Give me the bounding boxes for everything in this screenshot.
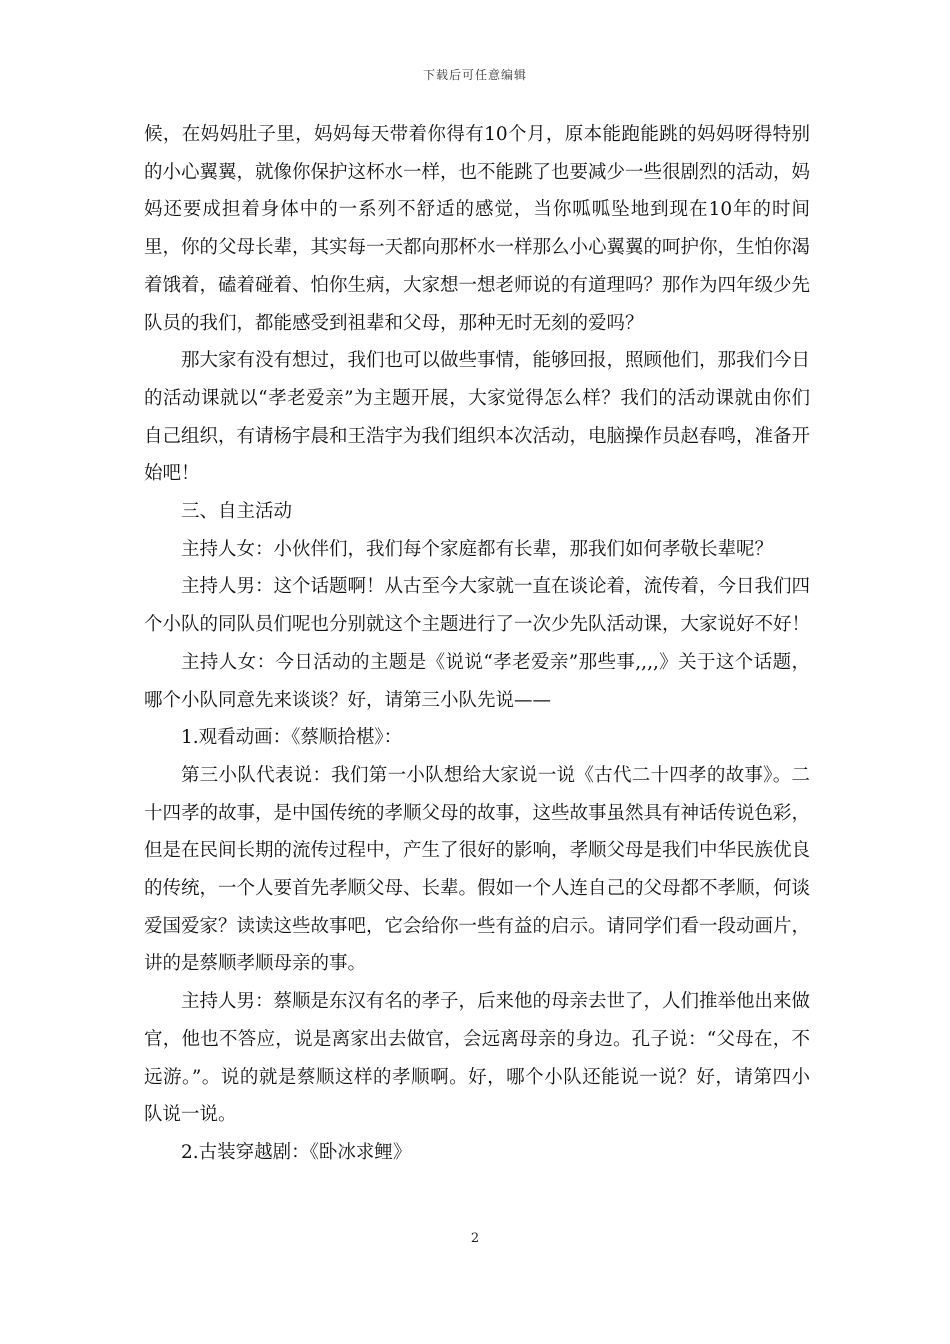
document-body bbox=[144, 116, 810, 1172]
paragraph: 主持人女：小伙伴们，我们每个家庭都有长辈，那我们如何孝敬长辈呢？ bbox=[181, 538, 774, 560]
section-heading: 三、自主活动 bbox=[181, 501, 293, 523]
page-number: 2 bbox=[470, 1231, 480, 1246]
paragraph-continuation: 候，在妈妈肚子里，妈妈每天带着你得有10个月，原本能跑能跳的妈妈呀得特别的小心翼翼，就像你保护这杯水一样，也不能跳了也要减少一些很剧烈的活动，妈妈还要成担着身体中的一系列不舒适的感觉，当你呱呱坠地到现在10年的时间里，你的父母长辈，其实每一天都向那杯水一样那么小心翼翼的呵护你，生怕你渴着饿着，磕着碰着、怕你生病，大家想一想老师说的有道理吗？那作为四年级少先队员的我们，都能感受到祖辈和父母，那种无时无刻的爱吗？ bbox=[144, 124, 811, 334]
page-header: 下载后可任意编辑 bbox=[422, 68, 527, 82]
subsection-heading: 1.观看动画：《蔡顺拾椹》： bbox=[181, 727, 403, 749]
paragraph: 主持人女：今日活动的主题是《说说“孝老爱亲”那些事,,,,》关于这个话题，哪个小队同意先来谈谈？好，请第三小队先说—— bbox=[144, 651, 810, 711]
subsection-heading: 2.古装穿越剧：《卧冰求鲤》 bbox=[181, 1141, 412, 1163]
paragraph: 那大家有没有想过，我们也可以做些事情，能够回报，照顾他们，那我们今日的活动课就以“孝老爱亲”为主题开展，大家觉得怎么样？我们的活动课就由你们自己组织，有请杨宇晨和王浩宇为我们组织本次活动，电脑操作员赵春鸣，准备开始吧！ bbox=[144, 350, 811, 485]
paragraph: 主持人男：这个话题啊！从古至今大家就一直在谈论着，流传着，今日我们四个小队的同队员们呢也分别就这个主题进行了一次少先队活动课，大家说好不好！ bbox=[144, 576, 811, 636]
paragraph: 第三小队代表说：我们第一小队想给大家说一说《古代二十四孝的故事》。二十四孝的故事，是中国传统的孝顺父母的故事，这些故事虽然具有神话传说色彩，但是在民间长期的流传过程中，产生了很好的影响，孝顺父母是我们中华民族优良的传统，一个人要首先孝顺父母、长辈。假如一个人连自己的父母都不孝顺，何谈爱国爱家？读读这些故事吧，它会给你一些有益的启示。请同学们看一段动画片，讲的是蔡顺孝顺母亲的事。 bbox=[144, 764, 811, 975]
paragraph: 主持人男：蔡顺是东汉有名的孝子，后来他的母亲去世了，人们推举他出来做官，他也不答应，说是离家出去做官，会远离母亲的身边。孔子说：“父母在，不远游。”。说的就是蔡顺这样的孝顺啊。好，哪个小队还能说一说？好，请第四小队说一说。 bbox=[144, 991, 811, 1126]
